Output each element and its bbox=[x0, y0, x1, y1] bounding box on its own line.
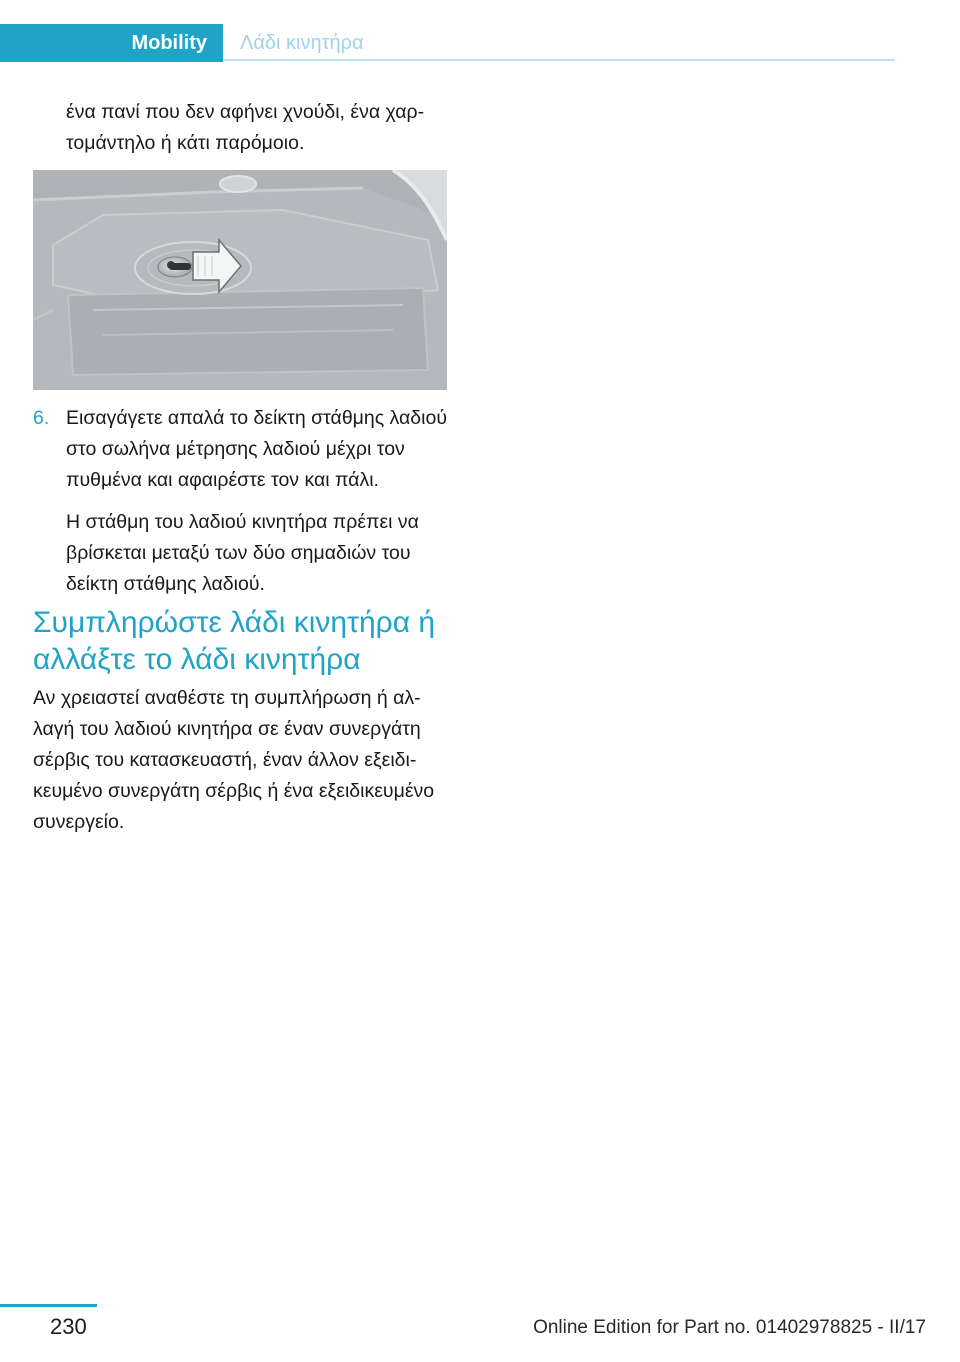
page-number: 230 bbox=[50, 1314, 87, 1339]
step-instruction: Εισαγάγετε απαλά το δείκτη στάθμης λαδιού στο σωλήνα μέτρησης λαδιού μέχρι τον πυθμένα και αφαιρέστε τον και πάλι. bbox=[66, 407, 447, 491]
edition-info: Online Edition for Part no. 01402978825 - II/17 bbox=[533, 1317, 926, 1338]
chapter-tab[interactable] bbox=[0, 24, 223, 62]
body-paragraph: Αν χρειαστεί αναθέστε τη συμπλήρωση ή αλλαγή του λαδιού κινητήρα σε έναν συνεργάτη σέρβις του κατασκευαστή, έναν άλλον εξειδικευμένο συνεργάτη σέρβις ή ένα εξειδικευμένο συνεργείο. bbox=[33, 687, 435, 833]
oil-dipstick-photo bbox=[33, 170, 447, 390]
oil-dipstick-arrow-illustration bbox=[33, 170, 447, 390]
step-note: Η στάθμη του λαδιού κινητήρα πρέπει να βρίσκεται μεταξύ των δύο σημαδιών του δείκτη στάθμης λαδιού. bbox=[66, 511, 419, 595]
step-number: 6. bbox=[33, 407, 50, 429]
section-heading: Συμπληρώστε λάδι κινητήρα ή αλλάξτε το λάδι κινητήρα bbox=[33, 606, 436, 676]
continuation-paragraph: ένα πανί που δεν αφήνει χνούδι, ένα χαρτομάντηλο ή κάτι παρόμοιο. bbox=[66, 101, 425, 154]
chapter-tab-label: Mobility bbox=[131, 31, 207, 54]
footer-rule bbox=[0, 1304, 97, 1307]
section-title[interactable]: Λάδι κινητήρα bbox=[240, 31, 364, 54]
page-header bbox=[0, 24, 895, 62]
step-6 bbox=[33, 403, 447, 600]
